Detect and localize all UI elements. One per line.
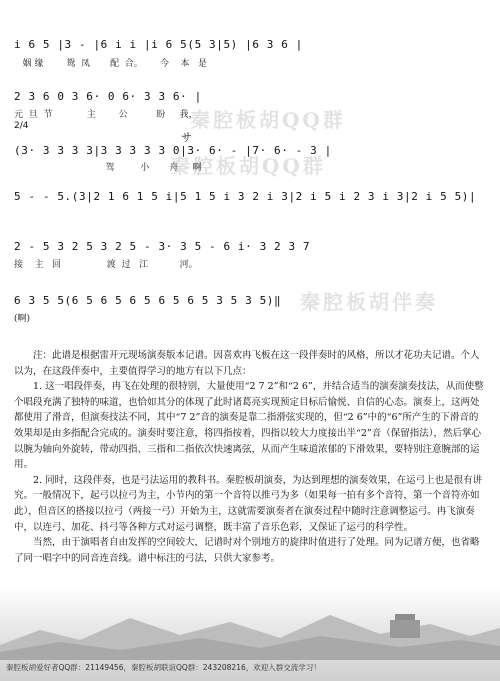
score-section [0, 0, 500, 330]
lyrics-line-5: 接 主 回 渡 过 江 河。 [14, 260, 198, 270]
notes-paragraph: 注：此谱是根据雷开元现场演奏版本记谱。因喜欢冉飞板在这一段伴奏时的风格，所以才花功夫记谱。个人以为，在这段伴奏中，主要值得学习的地方有以下几点： [14, 350, 480, 377]
score-line-6: 6 3 5 5(6 5 6 5 6 5 6 5 6 5 3 5 3 5)‖ [14, 294, 282, 307]
lyrics-line-6: (啊) [14, 314, 31, 324]
score-line-1: i 6 5 |3 - |6 i i |i 6 5(5 3|5) |6 3 6 | [14, 38, 303, 51]
breath-mark: サ [181, 131, 193, 144]
lyrics-line-2: 元 旦 节 主 公 盼 我， [14, 110, 198, 120]
lyrics-line-3: 驾 小 舟 啊 [14, 163, 202, 173]
notes-paragraph: 当然，由于演唱者自由发挥的空间较大，记谱时对个别地方的旋律时值进行了处理。同为记谱方便，也省略了同一唱字中的同音连音线。谱中标注的弓法，只供大家参考。 [14, 537, 480, 564]
score-line-3: (3· 3 3 3 3|3 3 3 3 3 0|3· 6· - |7· 6· - 3 | [14, 144, 332, 157]
footer-credit: 秦腔板胡爱好者QQ群：21149456，秦腔板胡联谊QQ群：243208216，欢迎入群交流学习！ [6, 663, 321, 672]
score-line-5: 2 - 5 3 2 5 3 2 5 - 3· 3 5 - 6 i· 3 2 3 7 [14, 240, 311, 253]
time-signature: 2/4 [14, 121, 29, 131]
watermark: 秦腔板胡QQ群 [170, 154, 326, 178]
watermark: 秦腔板胡QQ群 [190, 108, 346, 132]
score-line-4: 5 - - 5.(3|2 1 6 1 5 i|5 1 5 i 3 2 i 3|2 i 5 i 2 3 i 3|2 i 5 5)| [14, 190, 477, 203]
score-line-2: 2 3 6 0 3 6· 0 6· 3 3 6· | [14, 90, 202, 103]
lyrics-line-1: 姻 缘 鸳 凤 配 合。 今 本 是 [14, 59, 207, 69]
notes-paragraph: 2. 同时，这段伴奏，也是弓法运用的教科书。秦腔板胡演奏，为达到理想的演奏效果，在运弓上也是很有讲究。一般情况下，起弓以拉弓为主，小节内的第一个音符以推弓为多（如果每一拍有多个音符，第一个音符亦如此），但音区的搭接以拉弓（两接一弓）开始为主，这就需要演奏者在演奏过程中随时注意调整运弓。冉飞演奏中，以连弓、加花、抖弓等各种方式对运弓调整，既丰富了音乐色彩，又保证了运弓的科学性。 [14, 474, 483, 533]
performance-notes [14, 348, 484, 566]
notes-paragraph: 1. 这一唱段伴奏，冉飞在处理的很特别，大量使用“2 7 2”和“2 6”，并结合适当的演奏演奏技法，从而使整个唱段充满了独特的味道，也恰如其分的体现了此时诸葛亮实现预定目标后愉悦、自信的心态。演奏上，这两处都使用了滑音，但演奏技法不同，其中“7 2”音的演奏是靠二指滑弦实现的，但“2 6”中的“6”所产生的下滑音的效果却是由多指配合完成的。演奏时要注意，将四指按着，四指以较大力度接出半“2”音（保留指法），然后掌心以腕为轴向外旋转，带动四指、三指和二指依次快速离弦，从而产生味道浓郁的下滑效果，要特别注意腕部的运用。 [14, 381, 484, 471]
landscape-decoration [0, 600, 500, 660]
watermark: 秦腔板胡伴奏 [300, 290, 438, 314]
